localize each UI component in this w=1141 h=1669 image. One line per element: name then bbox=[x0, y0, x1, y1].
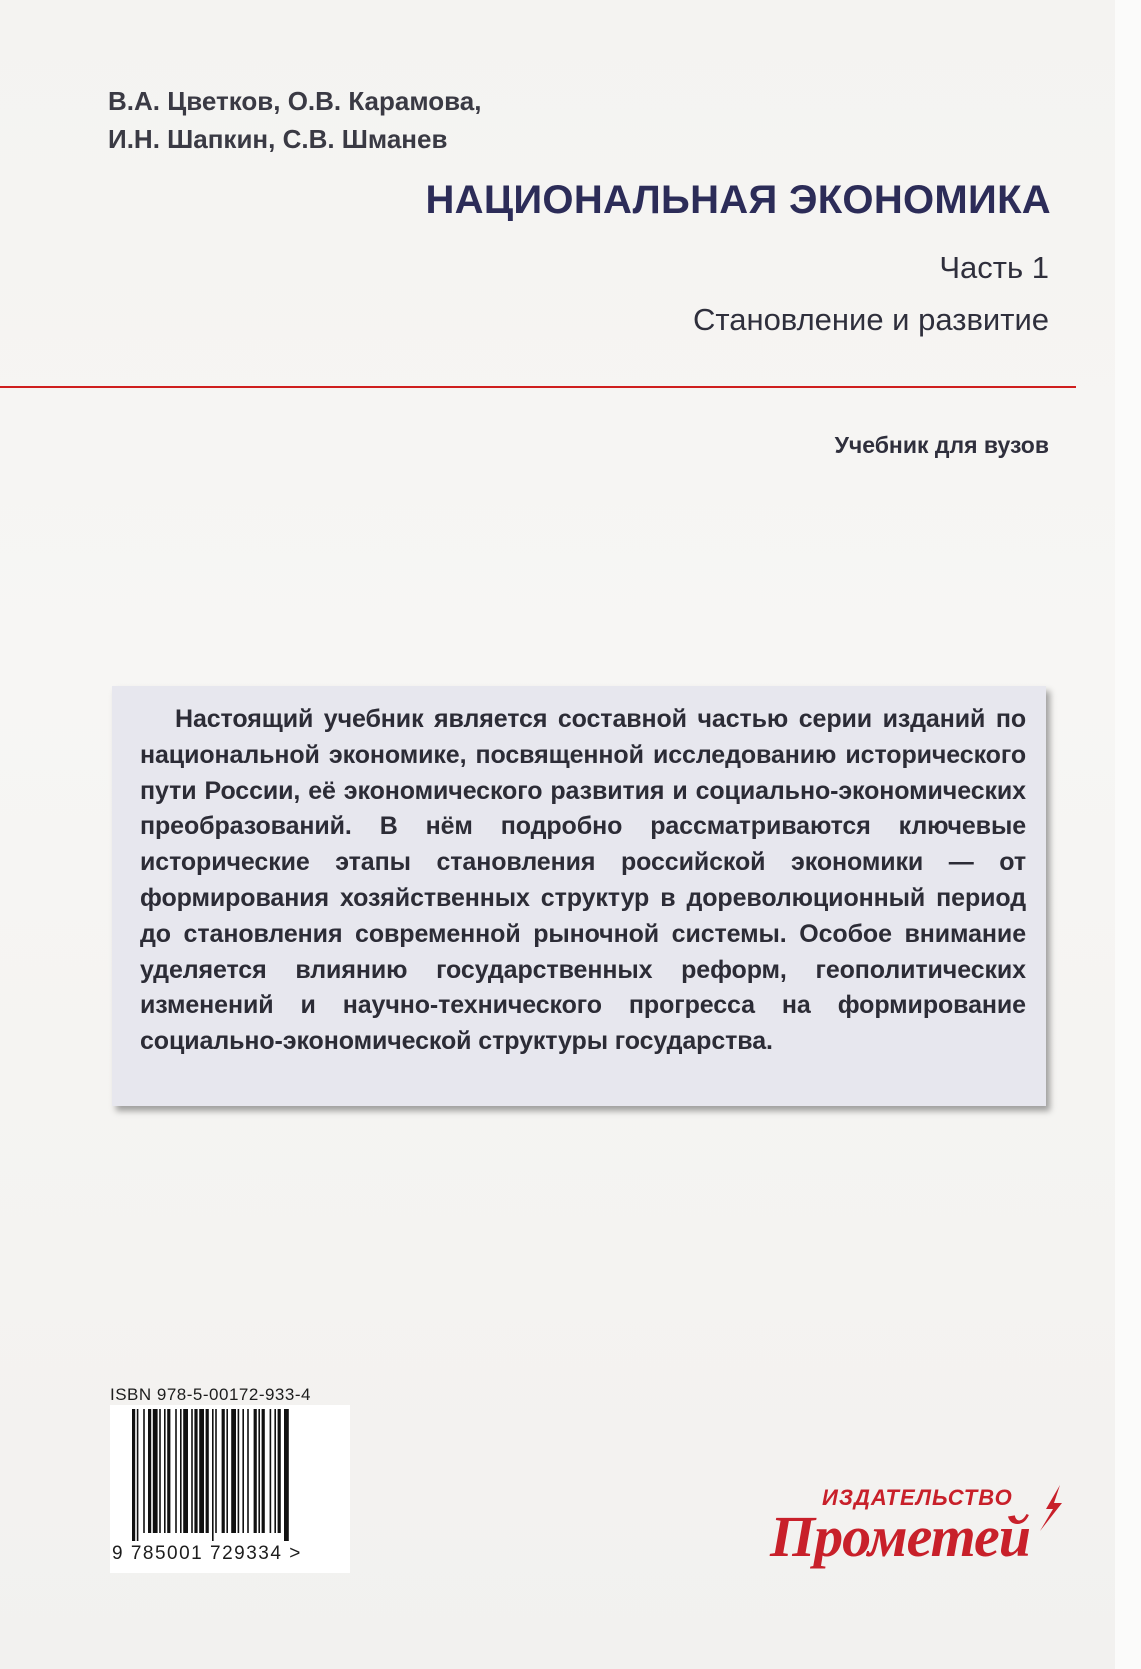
book-title: НАЦИОНАЛЬНАЯ ЭКОНОМИКА bbox=[425, 178, 1051, 222]
book-subtitle: Становление и развитие bbox=[692, 302, 1049, 337]
authors bbox=[108, 82, 481, 158]
annotation-text: Настоящий учебник является составной частью серии изданий по национальной экономике, посвященной исследованию исторического пути России, её экономического развития и социально-экономических преобразований. В нём подробно рассматриваются ключевые исторические этапы становления российской экономики — от формирования хозяйственных структур в дореволюционный период до становления современной рыночной системы. Особое внимание уделяется влиянию государственных реформ, геополитических изменений и научно-технического прогресса на формирование социально-экономической структуры государства. bbox=[140, 705, 1026, 1056]
isbn-number: ISBN 978-5-00172-933-4 bbox=[110, 1385, 311, 1404]
barcode-digits: 9 785001 729334 > bbox=[112, 1543, 302, 1564]
book-part: Часть 1 bbox=[939, 250, 1049, 285]
publisher-logo bbox=[770, 1485, 1080, 1585]
red-divider bbox=[0, 386, 1076, 388]
barcode bbox=[110, 1405, 350, 1573]
flame-icon bbox=[1038, 1485, 1064, 1531]
annotation-box bbox=[112, 686, 1046, 1106]
publisher-label: ИЗДАТЕЛЬСТВО bbox=[822, 1485, 1013, 1510]
barcode-icon bbox=[132, 1409, 342, 1541]
authors-line-1: В.А. Цветков, О.В. Карамова, bbox=[108, 86, 482, 116]
book-type-label: Учебник для вузов bbox=[834, 432, 1049, 458]
authors-line-2: И.Н. Шапкин, С.В. Шманев bbox=[108, 124, 448, 154]
publisher-name: Прометей bbox=[770, 1504, 1030, 1569]
